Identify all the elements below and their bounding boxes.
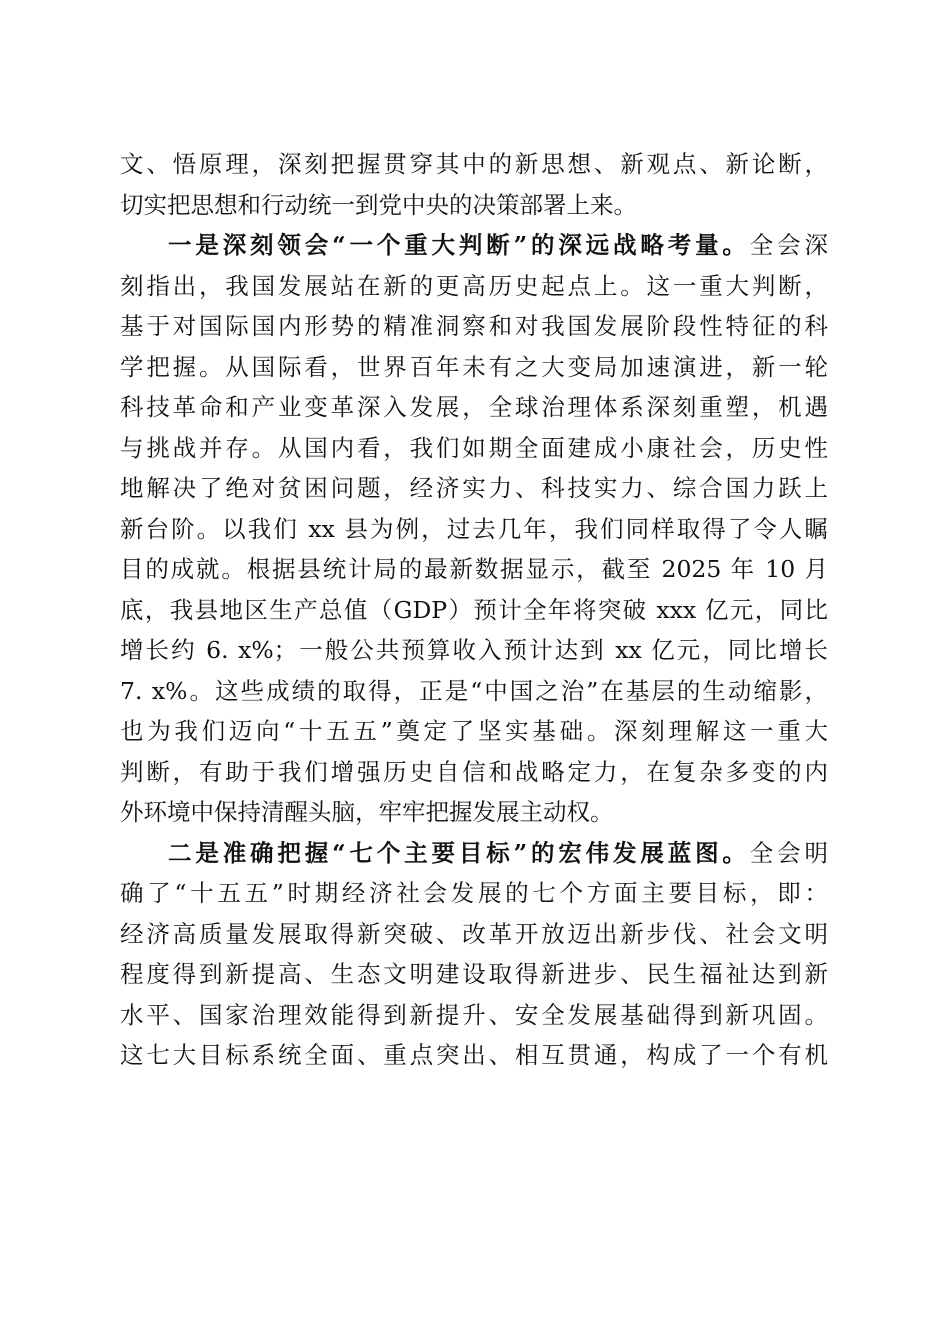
paragraph-line: 增长约 6. x%；一般公共预算收入预计达到 xx 亿元，同比增长 <box>120 636 828 664</box>
paragraph-text: 全会明 <box>749 838 828 867</box>
paragraph-line: 地解决了绝对贫困问题，经济实力、科技实力、综合国力跃上 <box>120 474 828 502</box>
paragraph-line: 水平、国家治理效能得到新提升、安全发展基础得到新巩固。 <box>120 1000 828 1029</box>
paragraph-text: 全会深 <box>749 231 828 259</box>
paragraph-line: 7. x%。这些成绩的取得，正是“中国之治”在基层的生动缩影， <box>120 676 828 705</box>
paragraph-line: 切实把思想和行动统一到党中央的决策部署上来。 <box>120 190 637 219</box>
paragraph-line: 这七大目标系统全面、重点突出、相互贯通，构成了一个有机 <box>120 1041 828 1069</box>
paragraph-first-line <box>120 833 828 874</box>
paragraph-line: 学把握。从国际看，世界百年未有之大变局加速演进，新一轮 <box>120 352 828 381</box>
paragraph-heading: 一是深刻领会“一个重大判断”的深远战略考量。 <box>168 231 750 259</box>
paragraph-line: 科技革命和产业变革深入发展，全球治理体系深刻重塑，机遇 <box>120 393 828 421</box>
paragraph-line: 文、悟原理，深刻把握贯穿其中的新思想、新观点、新论断， <box>120 150 828 178</box>
paragraph-line: 目的成就。根据县统计局的最新数据显示，截至 2025 年 10 月 <box>120 555 828 583</box>
paragraph-line: 基于对国际国内形势的精准洞察和对我国发展阶段性特征的科 <box>120 312 828 340</box>
document-body <box>120 144 828 1076</box>
paragraph-line: 确了“十五五”时期经济社会发展的七个方面主要目标，即： <box>120 879 828 907</box>
paragraph-heading: 二是准确把握“七个主要目标”的宏伟发展蓝图。 <box>168 838 750 867</box>
paragraph-line: 外环境中保持清醒头脑，牢牢把握发展主动权。 <box>120 798 614 826</box>
paragraph-line: 也为我们迈向“十五五”奠定了坚实基础。深刻理解这一重大 <box>120 717 828 745</box>
paragraph-first-line <box>120 225 828 266</box>
paragraph-line: 程度得到新提高、生态文明建设取得新进步、民生福祉达到新 <box>120 960 828 988</box>
paragraph-line: 与挑战并存。从国内看，我们如期全面建成小康社会，历史性 <box>120 433 828 462</box>
paragraph-line: 底，我县地区生产总值（GDP）预计全年将突破 xxx 亿元，同比 <box>120 595 828 624</box>
paragraph-line: 经济高质量发展取得新突破、改革开放迈出新步伐、社会文明 <box>120 919 828 948</box>
paragraph-line: 判断，有助于我们增强历史自信和战略定力，在复杂多变的内 <box>120 757 828 786</box>
paragraph-line: 新台阶。以我们 xx 县为例，过去几年，我们同样取得了令人瞩 <box>120 514 828 543</box>
paragraph-line: 刻指出，我国发展站在新的更高历史起点上。这一重大判断， <box>120 271 828 300</box>
